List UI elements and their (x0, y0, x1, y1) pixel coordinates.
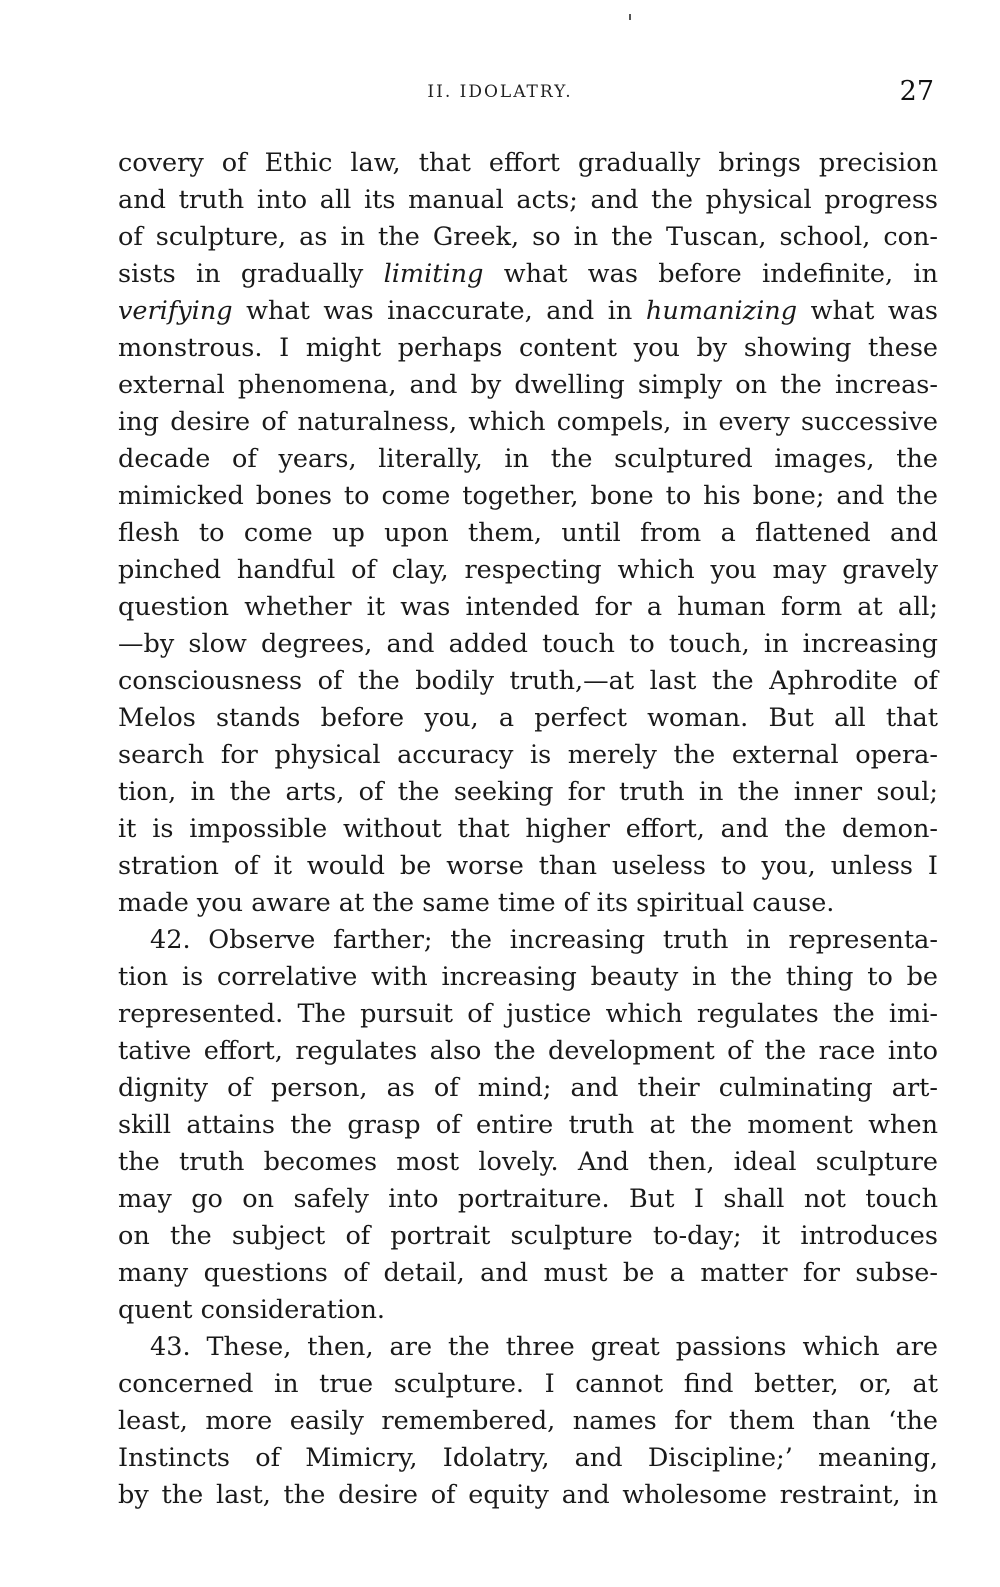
text-line: tion is correlative with increasing beauty in the thing to be (118, 962, 938, 992)
text-line: tion, in the arts, of the seeking for truth in the inner soul; (118, 777, 938, 807)
running-head (0, 76, 1000, 116)
text-line: Instincts of Mimicry, Idolatry, and Discipline;’ meaning, (118, 1443, 938, 1473)
text-line: external phenomena, and by dwelling simply on the increas- (118, 370, 938, 400)
text-line: ing desire of naturalness, which compels, in every successive (118, 407, 938, 437)
text-line: monstrous. I might perhaps content you by showing these (118, 333, 938, 363)
print-speck (629, 14, 631, 20)
text-line: and truth into all its manual acts; and the physical progress (118, 185, 938, 215)
page-number: 27 (899, 76, 934, 107)
text-line: dignity of person, as of mind; and their culminating art- (118, 1073, 938, 1103)
text-line: covery of Ethic law, that effort gradually brings precision (118, 148, 938, 178)
text-line: verifying what was inaccurate, and in humanizing what was (118, 296, 938, 326)
paragraph-43-start: 43. These, then, are the three great passions which are (150, 1332, 938, 1362)
running-title: II. IDOLATRY. (427, 82, 573, 102)
text-line: stration of it would be worse than useless to you, unless I (118, 851, 938, 881)
text-line: on the subject of portrait sculpture to-day; it introduces (118, 1221, 938, 1251)
text-line: it is impossible without that higher effort, and the demon- (118, 814, 938, 844)
text-line: mimicked bones to come together, bone to his bone; and the (118, 481, 938, 511)
italic-term: limiting (383, 259, 484, 289)
text-line: many questions of detail, and must be a matter for subse- (118, 1258, 938, 1288)
text-line: may go on safely into portraiture. But I shall not touch (118, 1184, 938, 1214)
text-line: sists in gradually limiting what was before indefinite, in (118, 259, 938, 289)
text-line: decade of years, literally, in the sculptured images, the (118, 444, 938, 474)
text-line: Melos stands before you, a perfect woman. But all that (118, 703, 938, 733)
paragraph-42-start: 42. Observe farther; the increasing truth in representa- (150, 925, 938, 955)
text-line: quent consideration. (118, 1295, 386, 1325)
body-text (118, 145, 938, 1514)
text-line: question whether it was intended for a human form at all; (118, 592, 938, 622)
text-line: pinched handful of clay, respecting which you may gravely (118, 555, 938, 585)
text-line: flesh to come up upon them, until from a flattened and (118, 518, 938, 548)
text-line: —by slow degrees, and added touch to touch, in increasing (118, 629, 938, 659)
text-line: tative effort, regulates also the development of the race into (118, 1036, 938, 1066)
italic-term: verifying (118, 296, 233, 326)
text-line: represented. The pursuit of justice which regulates the imi- (118, 999, 938, 1029)
text-line: of sculpture, as in the Greek, so in the Tuscan, school, con- (118, 222, 938, 252)
text-line: by the last, the desire of equity and wholesome restraint, in (118, 1480, 938, 1510)
text-line: least, more easily remembered, names for them than ‘the (118, 1406, 938, 1436)
text-line: made you aware at the same time of its spiritual cause. (118, 888, 835, 918)
text-line: consciousness of the bodily truth,—at last the Aphrodite of (118, 666, 938, 696)
italic-term: humanizing (645, 296, 798, 326)
text-line: concerned in true sculpture. I cannot find better, or, at (118, 1369, 938, 1399)
text-line: the truth becomes most lovely. And then, ideal sculpture (118, 1147, 938, 1177)
text-line: search for physical accuracy is merely the external opera- (118, 740, 938, 770)
text-line: skill attains the grasp of entire truth at the moment when (118, 1110, 938, 1140)
